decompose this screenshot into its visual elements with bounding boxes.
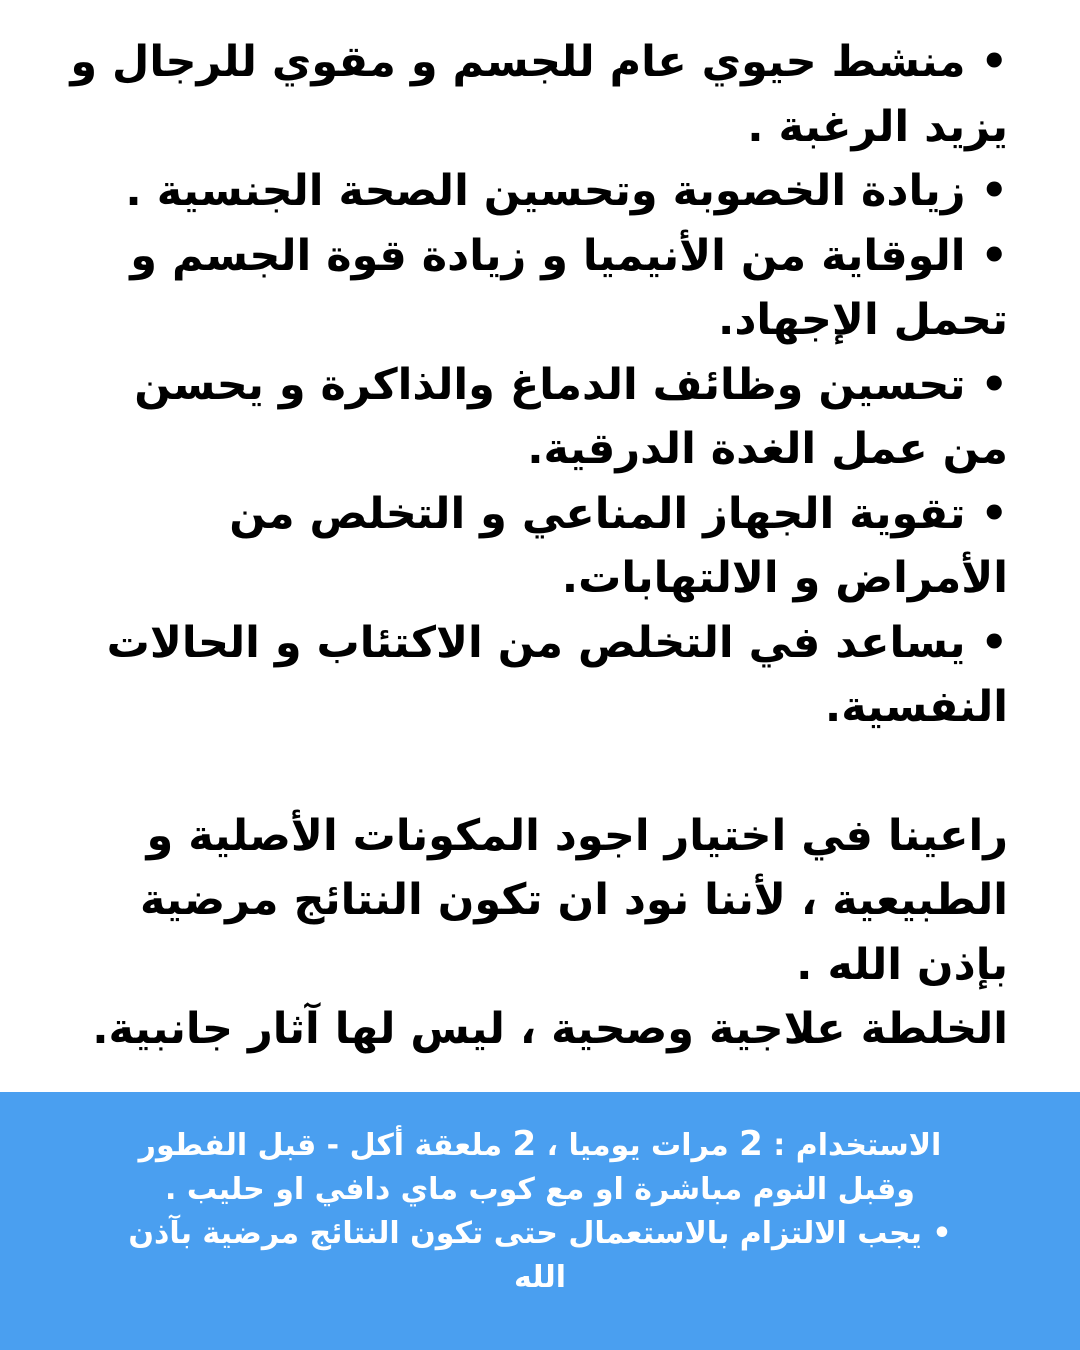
benefit-text: تقوية الجهاز المناعي و التخلص من الأمراض و الالتهابات. bbox=[229, 488, 1008, 603]
list-item bbox=[70, 159, 1008, 224]
bullet-dot: • bbox=[932, 1216, 952, 1251]
quality-statement: راعينا في اختيار اجود المكونات الأصلية و الطبيعية ، لأننا نود ان تكون النتائج مرضية بإذن الله . bbox=[139, 810, 1008, 990]
benefit-text: زيادة الخصوبة وتحسين الصحة الجنسية . bbox=[125, 166, 966, 216]
benefit-text: تحسين وظائف الدماغ والذاكرة و يحسن من عمل الغدة الدرقية. bbox=[134, 359, 1008, 474]
section-spacer bbox=[70, 740, 1008, 804]
list-item bbox=[70, 353, 1008, 482]
list-item bbox=[70, 30, 1008, 159]
list-item bbox=[70, 224, 1008, 353]
usage-note bbox=[100, 1212, 980, 1300]
benefits-content bbox=[70, 30, 1008, 1062]
bullet-dot: • bbox=[980, 230, 1008, 281]
bullet-dot: • bbox=[980, 166, 1008, 216]
usage-note-text: يجب الالتزام بالاستعمال حتى تكون النتائج مرضية بآذن الله bbox=[128, 1216, 922, 1295]
benefit-text: الوقاية من الأنيميا و زيادة قوة الجسم و تحمل الإجهاد. bbox=[130, 230, 1008, 345]
bullet-dot: • bbox=[980, 37, 1008, 87]
bullet-dot: • bbox=[980, 359, 1008, 410]
usage-prefix: الاستخدام : bbox=[762, 1128, 942, 1163]
list-item bbox=[70, 611, 1008, 740]
spoons-count: 2 bbox=[512, 1124, 537, 1164]
list-item bbox=[70, 482, 1008, 611]
bullet-dot: • bbox=[980, 488, 1008, 539]
usage-instructions bbox=[100, 1122, 980, 1212]
benefits-list bbox=[70, 30, 1008, 740]
safety-statement: الخلطة علاجية وصحية ، ليس لها آثار جانبية. bbox=[92, 1004, 1008, 1054]
usage-banner bbox=[0, 1092, 1080, 1350]
benefit-text: يساعد في التخلص من الاكتئاب و الحالات النفسية. bbox=[106, 617, 1008, 732]
times-count: 2 bbox=[739, 1124, 763, 1164]
benefit-text: منشط حيوي عام للجسم و مقوي للرجال و يزيد الرغبة . bbox=[70, 37, 1008, 152]
bullet-dot: • bbox=[980, 617, 1008, 668]
times-text: مرات يوميا ، bbox=[536, 1128, 740, 1163]
usage-rest: ملعقة أكل - قبل الفطور وقبل النوم مباشرة او مع كوب ماي دافي او حليب . bbox=[138, 1128, 915, 1207]
